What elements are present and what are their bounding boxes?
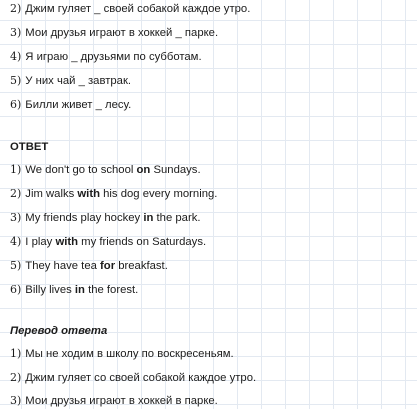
line-number: 2) [10, 371, 22, 384]
answer-text: My friends play hockey [25, 212, 144, 224]
answer-text: Billy lives [25, 284, 75, 296]
answer-line [10, 162, 411, 178]
answer-text: breakfast. [115, 260, 168, 272]
translation-text: Мои друзья играют в хоккей в парке. [25, 395, 218, 407]
answer-line [10, 234, 411, 250]
answer-preposition: for [100, 260, 116, 272]
answer-preposition: with [77, 188, 100, 200]
answer-line [10, 186, 411, 202]
answer-preposition: with [55, 236, 79, 248]
answer-text: my friends on Saturdays. [78, 236, 207, 248]
answer-line [10, 210, 411, 226]
line-number: 5) [10, 74, 22, 87]
answer-preposition: in [74, 284, 85, 296]
line-number: 2) [10, 187, 22, 200]
line-number: 6) [10, 98, 22, 111]
line-number: 2) [10, 2, 22, 15]
answer-text: I play [25, 236, 56, 248]
task-line [10, 1, 411, 17]
line-number: 1) [10, 163, 22, 176]
answer-line [10, 282, 411, 298]
task-line [10, 97, 411, 113]
line-number: 5) [10, 259, 22, 272]
answer-preposition: on [136, 164, 151, 176]
task-line [10, 73, 411, 89]
answer-line [10, 258, 411, 274]
answer-text: Sundays. [150, 164, 201, 176]
task-text: Я играю _ друзьями по субботам. [25, 51, 202, 63]
answer-heading: ОТВЕТ [10, 141, 49, 153]
line-number: 1) [10, 347, 22, 360]
answer-text: the forest. [84, 284, 139, 296]
line-number: 4) [10, 50, 22, 63]
task-text: У них чай _ завтрак. [25, 75, 132, 87]
answer-text: his dog every morning. [99, 188, 218, 200]
translation-heading: Перевод ответа [10, 325, 108, 337]
line-number: 4) [10, 235, 22, 248]
answer-preposition: in [143, 212, 154, 224]
answer-text: Jim walks [25, 188, 78, 200]
line-number: 3) [10, 211, 22, 224]
task-text: Джим гуляет _ своей собакой каждое утро. [25, 3, 251, 15]
translation-line [10, 393, 411, 409]
line-number: 6) [10, 283, 22, 296]
task-line [10, 25, 411, 41]
task-line [10, 49, 411, 65]
line-number: 3) [10, 394, 22, 407]
task-text: Мои друзья играют в хоккей _ парке. [25, 27, 219, 39]
line-number: 3) [10, 26, 22, 39]
answer-text: the park. [153, 212, 201, 224]
translation-text: Джим гуляет со своей собакой каждое утро. [25, 372, 257, 384]
translation-line [10, 346, 411, 362]
task-text: Билли живет _ лесу. [25, 99, 132, 111]
answer-text: They have tea [25, 260, 101, 272]
answer-text: We don't go to school [25, 164, 137, 176]
translation-text: Мы не ходим в школу по воскресеньям. [25, 348, 234, 360]
translation-line [10, 370, 411, 386]
